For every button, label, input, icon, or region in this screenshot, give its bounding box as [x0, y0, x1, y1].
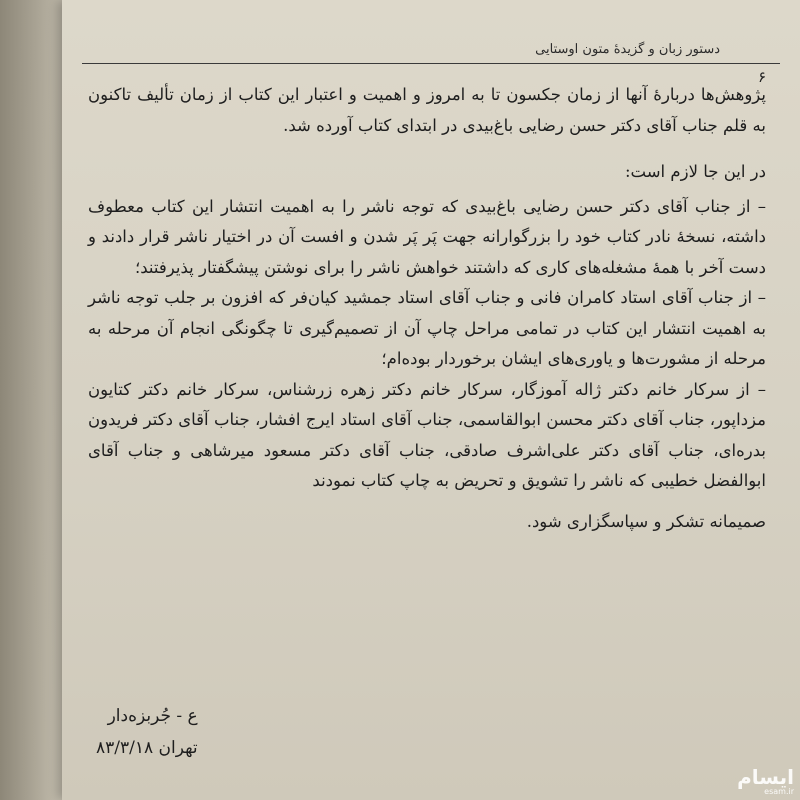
signature-block: [96, 700, 198, 764]
site-watermark: [737, 767, 794, 796]
page-number: ۶: [757, 68, 766, 86]
acknowledgement-item-3: – از سرکار خانم دکتر ژاله آموزگار، سرکار خانم دکتر زهره زرشناس، سرکار خانم دکتر کتایون مزداپور، جناب آقای دکتر محسن ابوالقاسمی، جناب آقای استاد ایرج افشار، جناب آقای دکتر فریدون بدره‌ای، جناب آقای دکتر علی‌اشرف صادقی، جناب آقای دکتر مسعود میرشاهی و جناب آقای ابوالفضل خطیبی که ناشر را تشویق و تحریض به چاپ کتاب نمودند: [88, 379, 766, 490]
intro-line: در این جا لازم است:: [624, 162, 766, 181]
acknowledgement-item-1: – از جناب آقای دکتر حسن رضایی باغ‌بیدی که توجه ناشر را به اهمیت انتشار این کتاب معطوف داشته، نسخهٔ نادر کتاب خود را بزرگوارانه جهت پَر پَر شدن و افست آن در اختیار ناشر قرار دادند و دست آخر با همهٔ مشغله‌های کاری که داشتند خواهش ناشر را برای نوشتن پیشگفتار پذیرفتند؛: [88, 196, 766, 277]
book-page: [62, 0, 800, 800]
body-text: [88, 80, 766, 537]
opening-paragraph: پژوهش‌ها دربارهٔ آنها از زمان جکسون تا به امروز و اهمیت و اعتبار این کتاب از زمان تألیف تاکنون به قلم جناب آقای دکتر حسن رضایی باغ‌بیدی در ابتدای کتاب آورده شد.: [88, 85, 766, 135]
running-head-title: دستور زبان و گزیدهٔ متون اوستایی: [535, 42, 720, 57]
closing-line: صمیمانه تشکر و سپاسگزاری شود.: [526, 511, 766, 531]
watermark-domain: esam.ir: [764, 787, 794, 796]
signature-name: ع - جُربزه‌دار: [107, 706, 198, 726]
signature-place-date: تهران ۸۳/۳/۱۸: [96, 738, 198, 758]
running-head: [82, 38, 780, 64]
running-head-rule: [82, 63, 780, 64]
acknowledgement-item-2: – از جناب آقای استاد کامران فانی و جناب آقای استاد جمشید کیان‌فر که افزون بر جلب توجه ناشر به اهمیت انتشار این کتاب در تمامی مراحل چاپ آن از تصمیم‌گیری تا چگونگی انجام آن مرحله به مرحله از مشورت‌ها و یاوری‌های ایشان برخوردار بوده‌ام؛: [88, 288, 766, 368]
page-gutter-shadow: [0, 0, 60, 800]
watermark-name: ایسام: [737, 765, 794, 789]
